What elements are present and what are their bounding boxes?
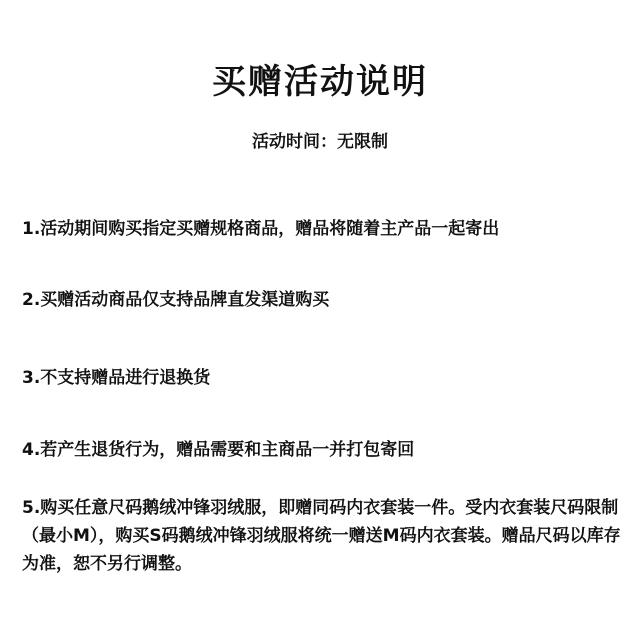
rule-item-5: 5.购买任意尺码鹅绒冲锋羽绒服，即赠同码内衣套装一件。受内衣套装尺码限制（最小M），购买S码鹅绒冲锋羽绒服将统一赠送M码内衣套装。赠品尺码以库存为准，恕不另行调整。: [22, 498, 621, 574]
activity-time: 活动时间：无限制: [252, 132, 388, 152]
rule-item-4: 4.若产生退货行为，赠品需要和主商品一并打包寄回: [22, 440, 415, 460]
rule-item-2: 2.买赠活动商品仅支持品牌直发渠道购买: [22, 290, 330, 310]
rule-item-3: 3.不支持赠品进行退换货: [22, 368, 211, 388]
rule-item-1: 1.活动期间购买指定买赠规格商品，赠品将随着主产品一起寄出: [22, 219, 500, 239]
page-title: 买赠活动说明: [212, 62, 428, 102]
